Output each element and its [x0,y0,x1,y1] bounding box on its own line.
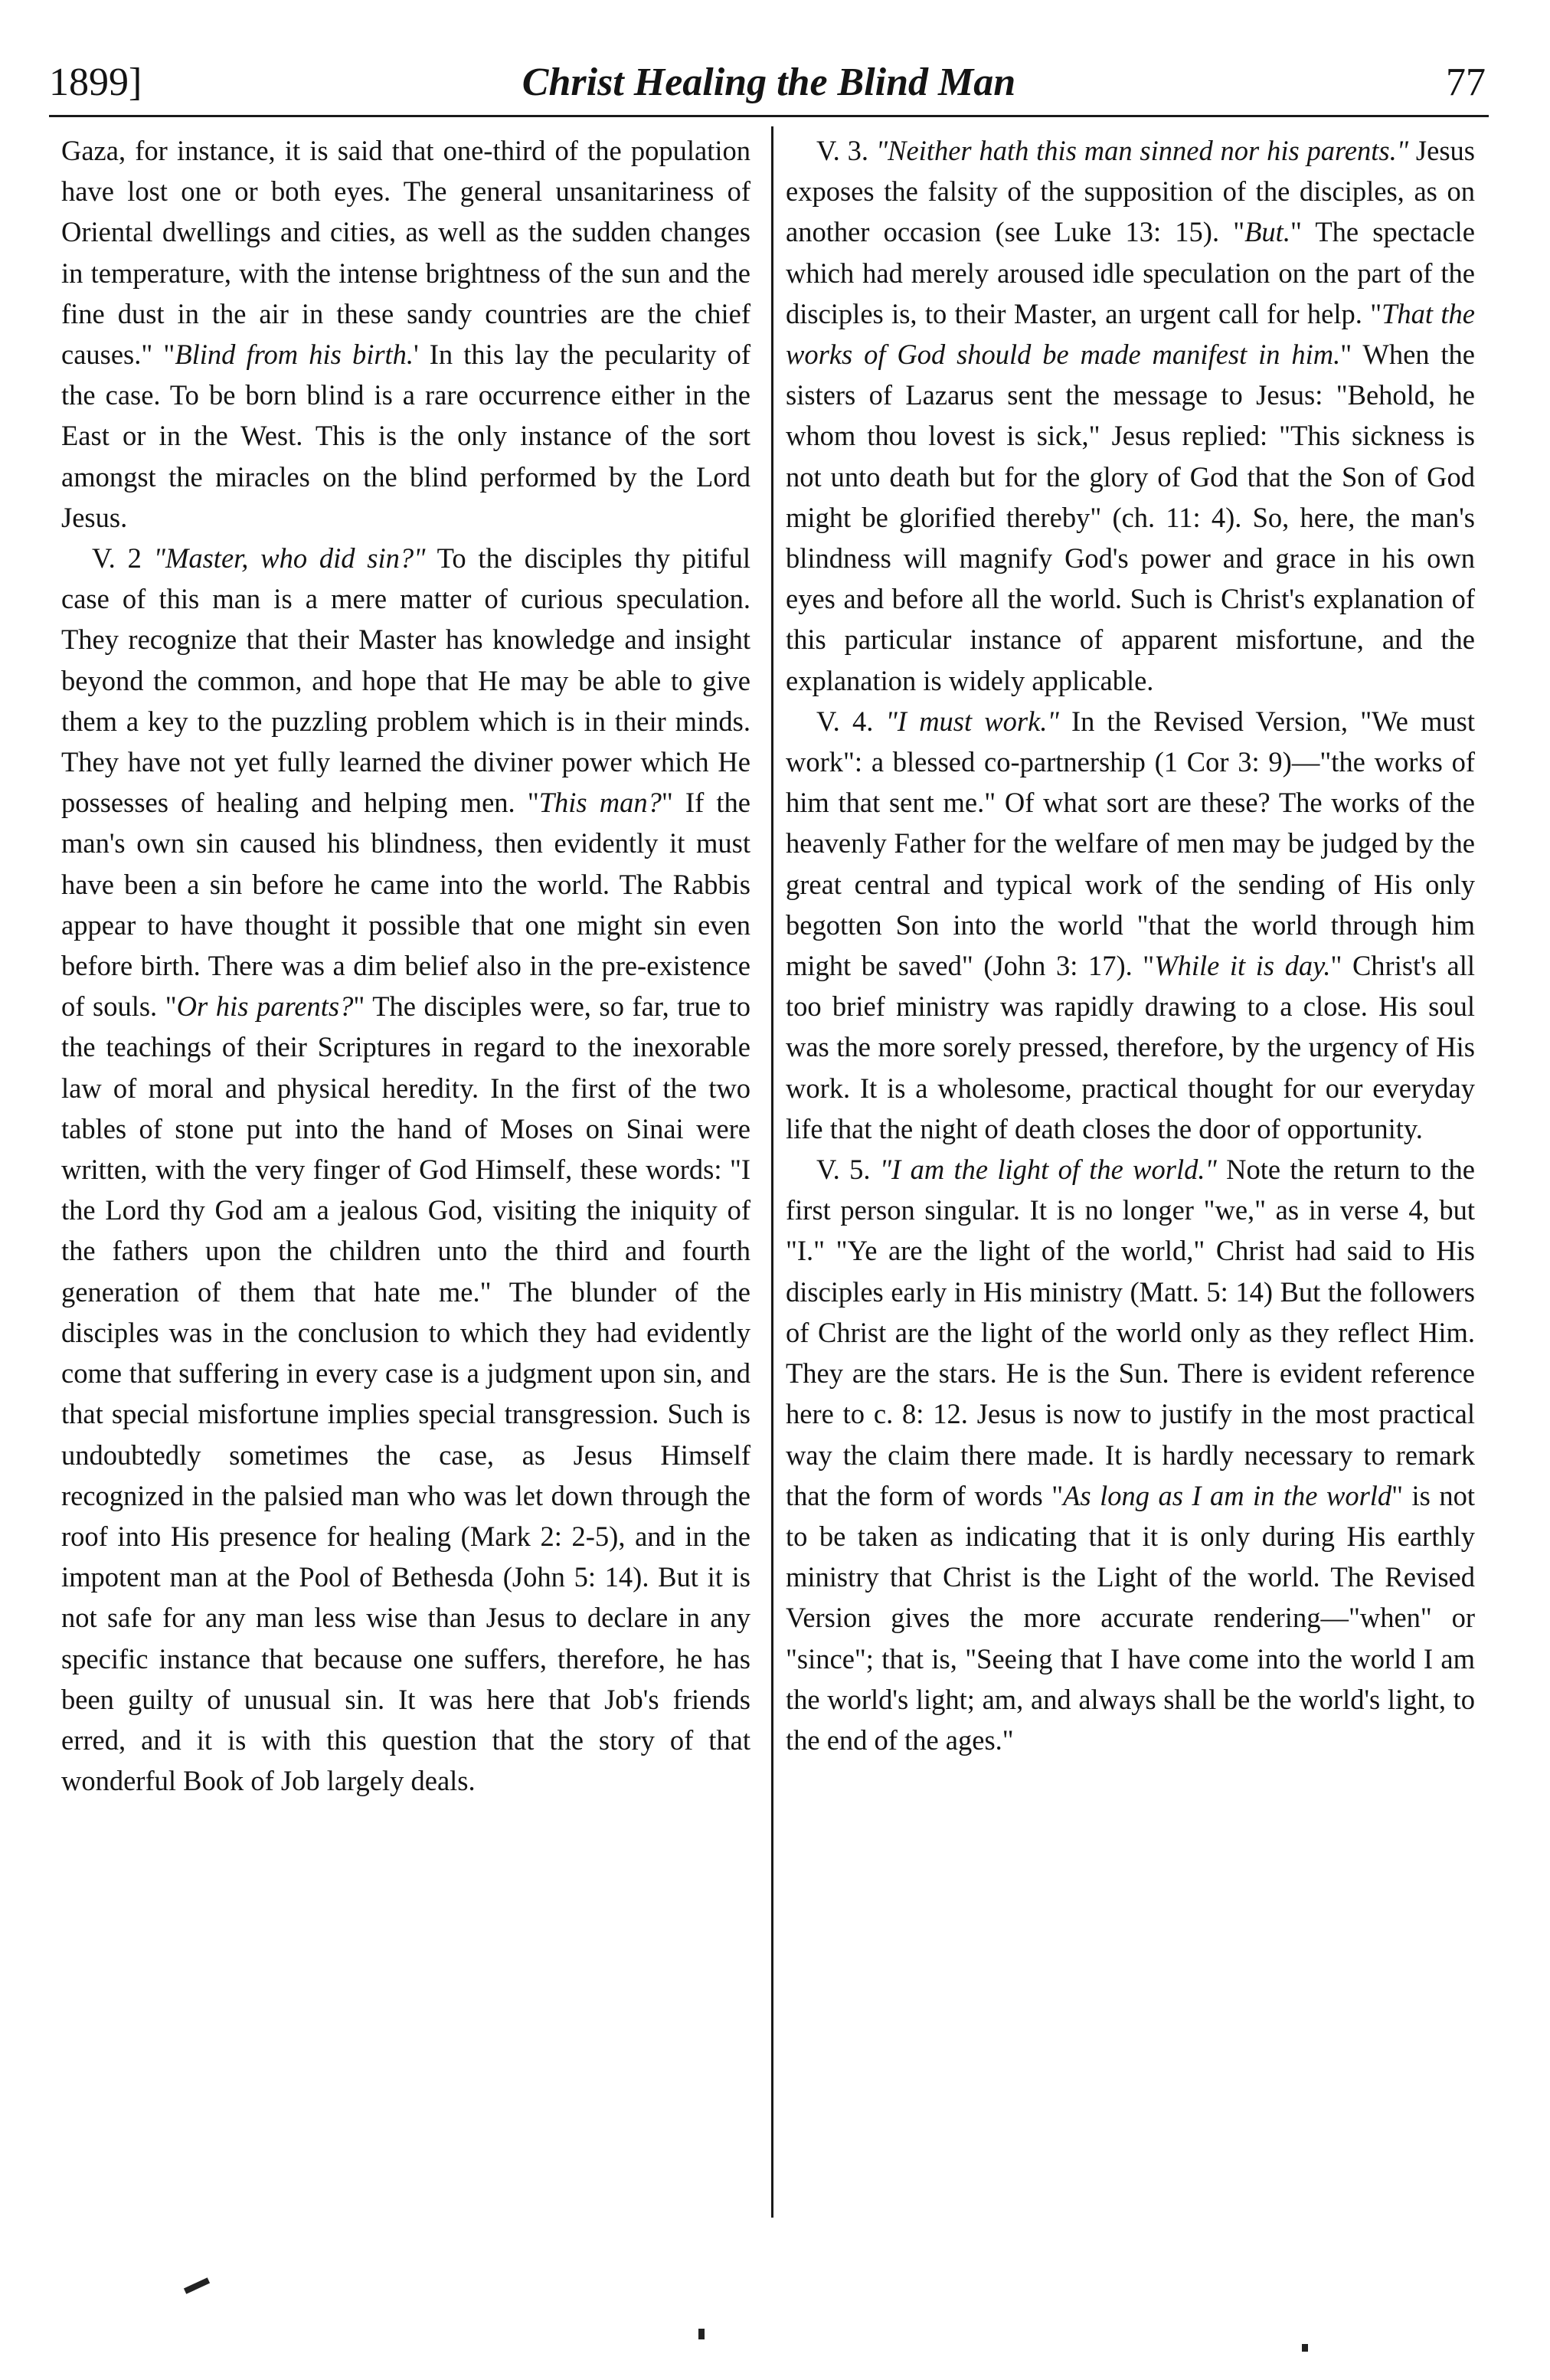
header-rule [49,115,1489,117]
running-header [49,60,1489,113]
scripture-quote: This man? [538,787,662,819]
page-title: Christ Healing the Blind Man [522,61,1016,104]
text-run: To the disciples thy pitiful case of this man is a mere matter of curious speculation. They recognize that their Master has knowledge and insight beyond the common, and hope that He may be able to give them a key to the puzzling problem which is in their minds. They have not yet fully learned the diviner power which He possesses of healing and helping men. " [61,542,750,819]
page-number: 77 [1446,61,1486,104]
verse-ref: V. 4. [816,705,874,737]
text-run: " If the man's own sin caused his blindness, then evidently it must have been a sin before he came into the world. The Rabbis appear to have thought it possible that one might sin even before birth. There was a dim belief also in the pre-existence of souls. " [61,787,750,1023]
paragraph-verse-3 [786,130,1475,701]
scripture-quote: Blind from his birth. [175,339,414,371]
column-divider [771,126,773,2218]
verse-ref: V. 5. [816,1154,871,1186]
scripture-quote: "Master, who did sin?" [153,542,426,575]
scripture-quote: That the works of God should be made manifest in him. [786,297,1475,371]
text-run: " Christ's all too brief ministry was rapidly drawing to a close. His soul was the more sorely pressed, therefore, by the urgency of His work. It is a wholesome, practical thought for our everyday life that the night of death closes the door of opportunity. [786,950,1476,1144]
scripture-quote: While it is day. [1154,950,1331,982]
text-run: Jesus exposes the falsity of the supposition of the disciples, as on another occasion (see Luke 13: 15). " [786,135,1475,248]
scripture-quote: "I must work." [885,705,1059,737]
ink-speck [698,2329,705,2339]
text-run: " is not to be taken as indicating that it is only during His earthly ministry that Christ is the Light of the world. The Revised Version gives the more accurate rendering—"when" or "since"; that is, "Seeing that I have come into the world I am the world's light; am, and always shall be the world's light, to the end of the ages." [786,1479,1475,1756]
paragraph-gaza [61,130,750,538]
ink-speck [1302,2344,1308,2352]
scripture-quote: As long as I am in the world [1063,1479,1392,1511]
scripture-quote: Or his parents? [176,990,354,1023]
left-column [61,130,750,1801]
text-run: Gaza, for instance, it is said that one-third of the population have lost one or both eyes. The general unsanitariness of Oriental dwellings and cities, as well as the sudden changes in temperature, with the intense brightness of the sun and the fine dust in the air in these sandy countries are the chief causes." " [61,135,750,371]
text-run: ' In this lay the pecularity of the case. To be born blind is a rare occurrence either in the East or in the West. This is the only instance of the sort amongst the miracles on the blind performed by the Lord Jesus. [61,339,751,533]
right-column [786,130,1475,1760]
text-run: " When the sisters of Lazarus sent the message to Jesus: "Behold, he whom thou lovest is sick," Jesus replied: "This sickness is not unto death but for the glory of God that the Son of God might be glorified thereby" (ch. 11: 4). So, here, the man's blindness will magnify God's power and grace in his own eyes and before all the world. Such is Christ's explanation of this particular instance of apparent misfortune, and the explanation is widely applicable. [786,339,1475,696]
text-run: Note the return to the first person singular. It is no longer "we," as in verse 4, but "I." "Ye are the light of the world," Christ had said to His disciples early in His ministry (Matt. 5: 14) But the followers of Christ are the light of the world only as they reflect Him. They are the stars. He is the Sun. There is evident reference here to c. 8: 12. Jesus is now to justify in the most practical way the claim there made. It is hardly necessary to remark that the form of words " [786,1154,1476,1511]
verse-ref: V. 2 [92,542,142,575]
text-run: " The disciples were, so far, true to the teachings of their Scriptures in regard to the inexorable law of moral and physical heredity. In the first of the two tables of stone put into the hand of Moses on Sinai were written, with the very finger of God Himself, these words: "I the Lord thy God am a jealous God, visiting the iniquity of the fathers upon the children unto the third and fourth generation of them that hate me." The blunder of the disciples was in the conclusion to which they had evidently come that suffering in every case is a judgment upon sin, and that special misfortune implies special transgression. Such is undoubtedly sometimes the case, as Jesus Himself recognized in the palsied man who was let down through the roof into His presence for healing (Mark 2: 2-5), and in the impotent man at the Pool of Bethesda (John 5: 14). But it is not safe for any man less wise than Jesus to declare in any specific instance that because one suffers, therefore, he has been guilty of unusual sin. It was here that Job's friends erred, and it is with this question that the story of that wonderful Book of Job largely deals. [61,990,751,1797]
scripture-quote: But. [1244,216,1290,248]
paragraph-verse-2 [61,538,750,1801]
paragraph-verse-5 [786,1149,1475,1760]
scripture-quote: "I am the light of the world." [879,1154,1217,1186]
verse-ref: V. 3. [816,135,868,166]
header-year: 1899] [49,61,142,104]
text-run: In the Revised Version, "We must work": a blessed co-partnership (1 Cor 3: 9)—"the works of him that sent me." Of what sort are these? The works of the heavenly Father for the welfare of men may be judged by the great central and typical work of the sending of His only begotten Son into the world "that the world through him might be saved" (John 3: 17). " [786,705,1476,982]
scripture-quote: "Neither hath this man sinned nor his parents." [875,135,1409,166]
text-run: " The spectacle which had merely aroused idle speculation on the part of the disciples is, to their Master, an urgent call for help. " [786,216,1475,329]
paragraph-verse-4 [786,701,1475,1149]
ink-speck [184,2277,210,2294]
